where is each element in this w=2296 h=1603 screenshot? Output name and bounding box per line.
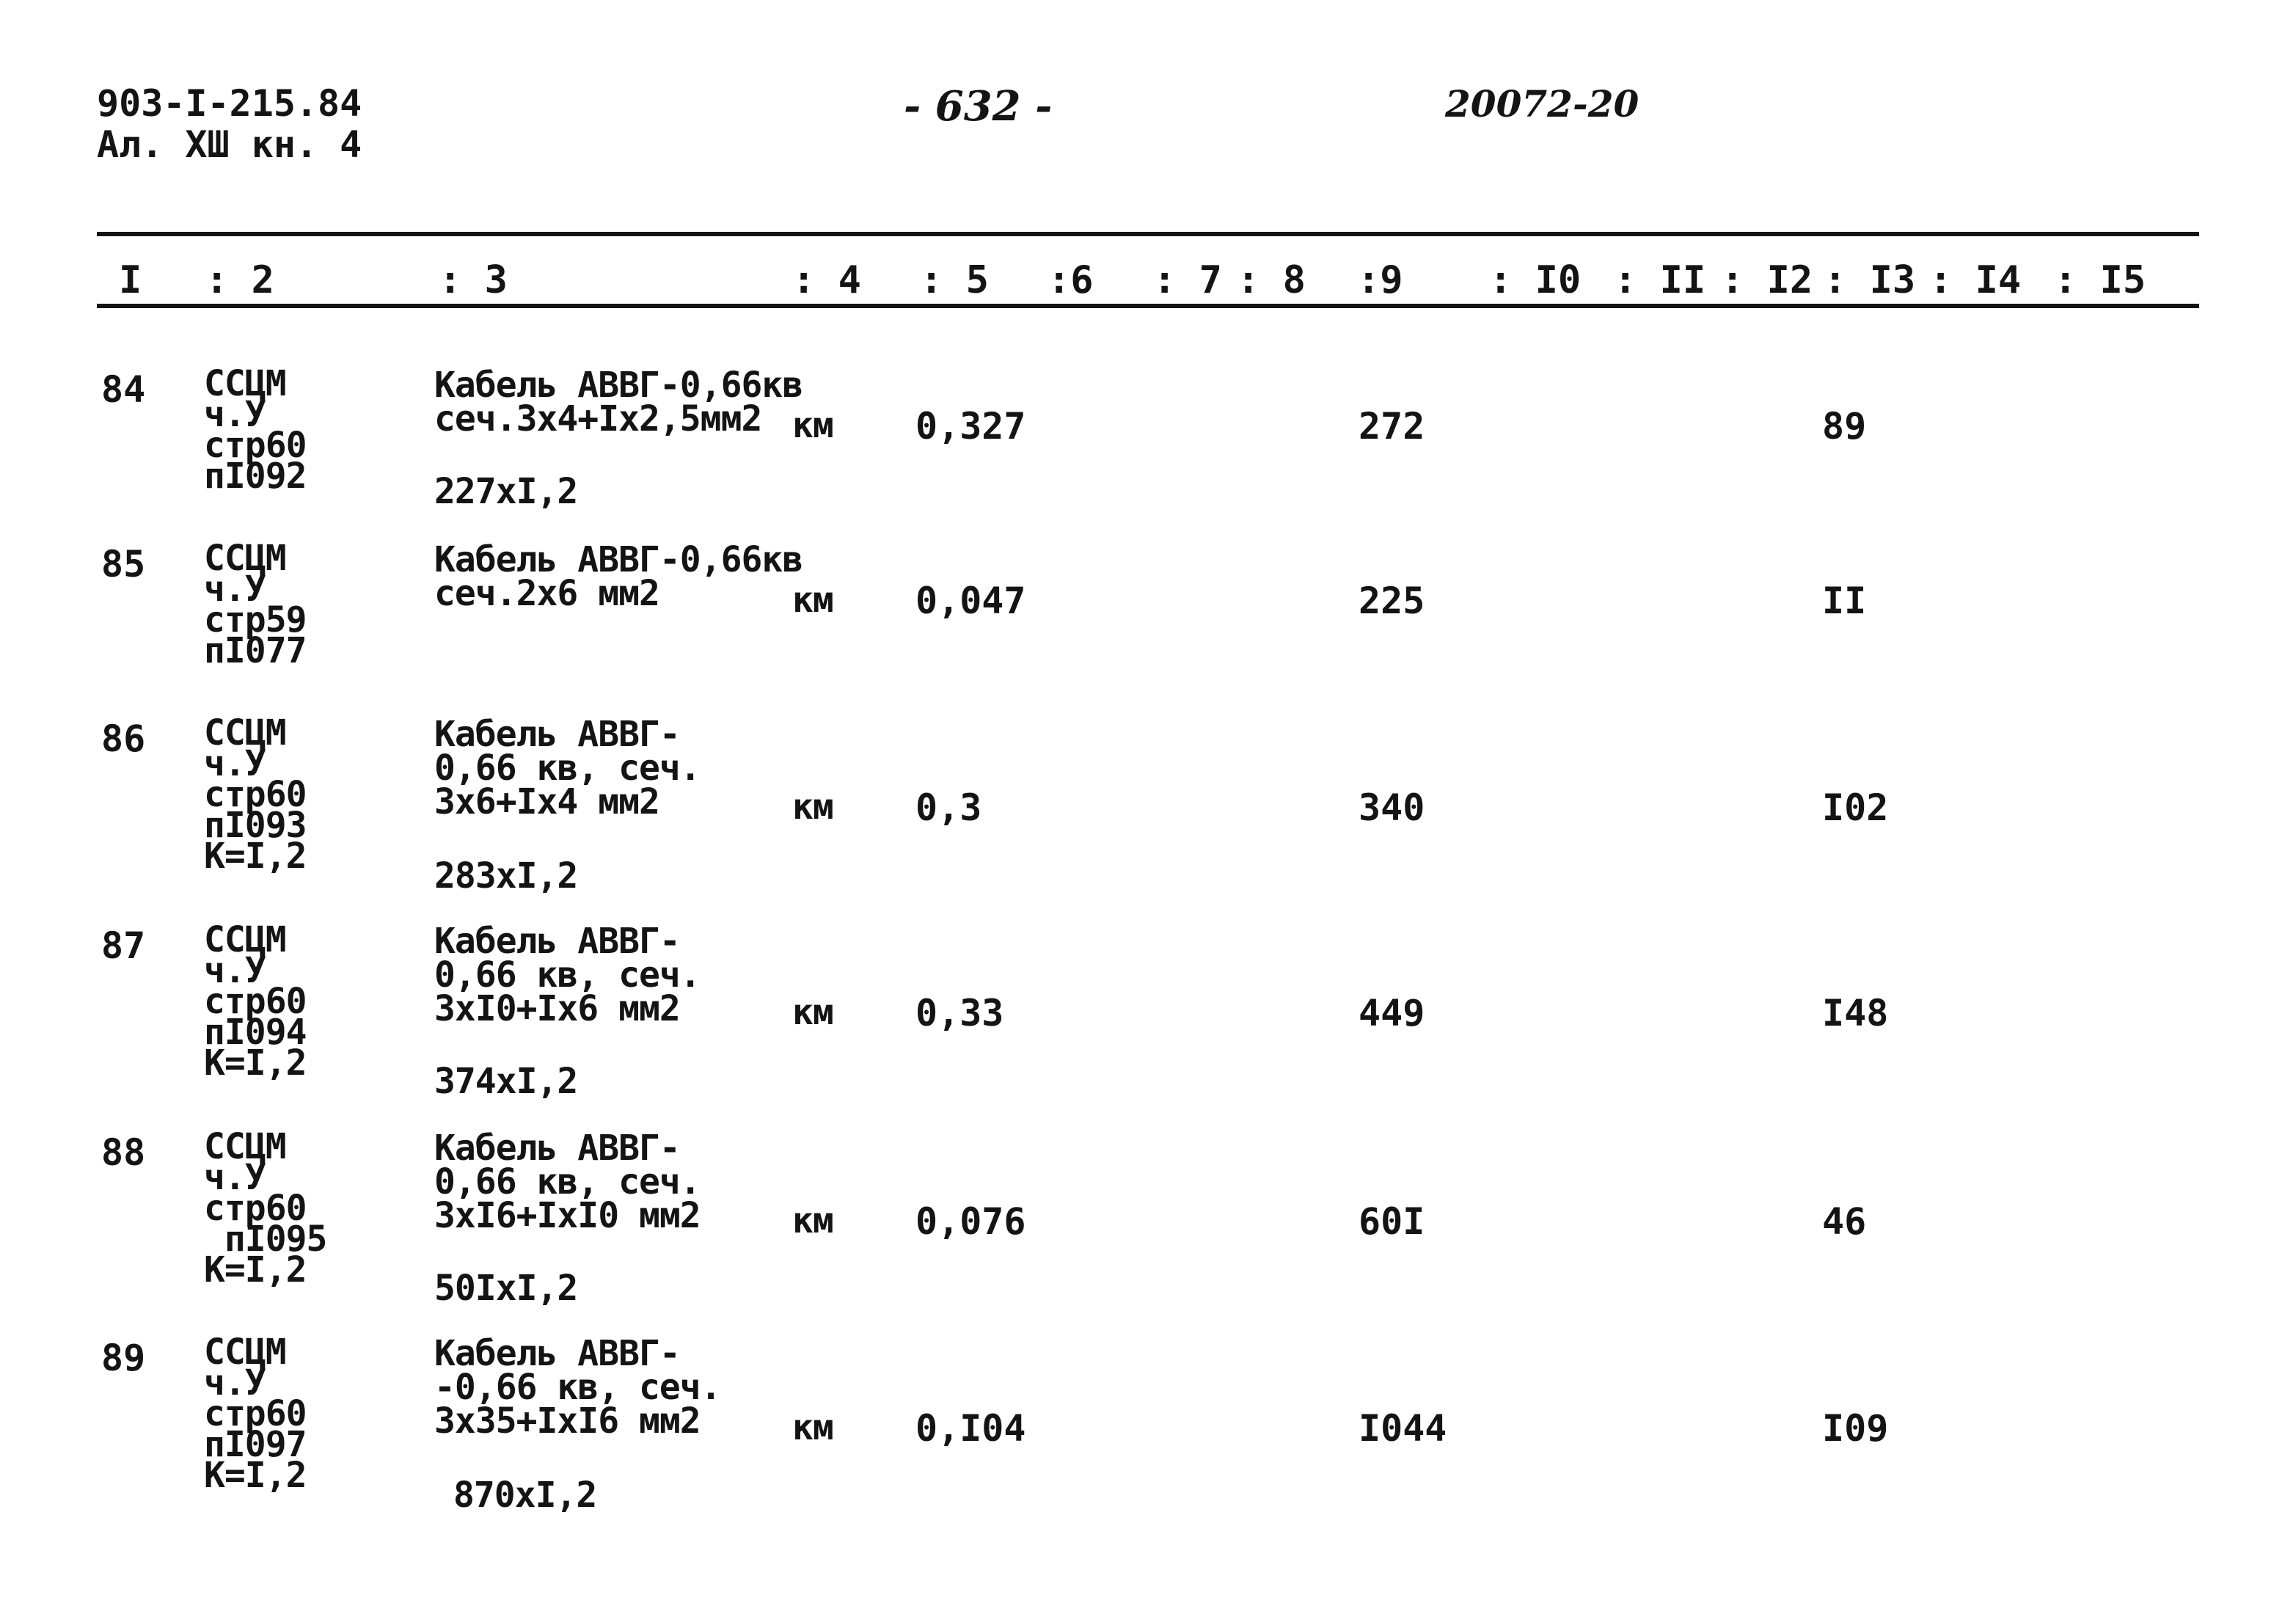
item-name: Кабель АВВГ-0,66кв сеч.3х4+Iх2,5мм2 <box>434 365 803 439</box>
unit: км <box>792 992 833 1033</box>
unit-price: 60I <box>1359 1200 1425 1243</box>
source-ref: ССЦМ ч.У стр59 пI077 <box>204 538 307 671</box>
col-header-13: : I3 <box>1824 258 1916 302</box>
header-bottom-rule <box>97 304 2199 308</box>
col-header-9: :9 <box>1357 258 1403 302</box>
item-name: Кабель АВВГ- -0,66 кв, сеч. 3х35+IхI6 мм2 <box>434 1333 721 1442</box>
source-ref: ССЦМ ч.У стр60 пI093 К=I,2 <box>204 712 307 877</box>
unit: км <box>792 580 833 621</box>
unit-price: 449 <box>1359 992 1425 1034</box>
unit: км <box>792 405 833 446</box>
col-header-15: : I5 <box>2054 258 2146 302</box>
calc-note: 50IхI,2 <box>434 1268 578 1309</box>
total: I09 <box>1822 1407 1889 1450</box>
col-header-14: : I4 <box>1929 258 2022 302</box>
row-number: 85 <box>101 543 146 585</box>
row-number: 84 <box>101 368 146 411</box>
total: II <box>1822 580 1867 622</box>
doc-code <box>97 82 362 125</box>
quantity: 0,I04 <box>915 1407 1026 1450</box>
total: I02 <box>1822 786 1889 829</box>
page-number: - 632 - <box>904 82 1053 131</box>
unit-price: 225 <box>1359 580 1425 622</box>
reference-number: 20072-20 <box>1445 82 1639 125</box>
calc-note: 374хI,2 <box>434 1061 578 1102</box>
col-header-2: : 2 <box>205 258 274 302</box>
quantity: 0,327 <box>915 405 1026 448</box>
source-ref: ССЦМ ч.У стр60 пI094 К=I,2 <box>204 919 307 1084</box>
item-name: Кабель АВВГ- 0,66 кв, сеч. 3х6+Iх4 мм2 <box>434 714 701 822</box>
calc-note: 283хI,2 <box>434 855 578 897</box>
item-name: Кабель АВВГ- 0,66 кв, сеч. 3хI0+Iх6 мм2 <box>434 921 701 1029</box>
calc-note: 227хI,2 <box>434 471 578 512</box>
item-name: Кабель АВВГ- 0,66 кв, сеч. 3хI6+IхI0 мм2 <box>434 1128 701 1236</box>
unit: км <box>792 1200 833 1241</box>
unit-price: 340 <box>1359 786 1425 829</box>
col-header-4: : 4 <box>792 258 861 302</box>
quantity: 0,33 <box>915 992 1004 1034</box>
row-number: 88 <box>101 1131 146 1174</box>
row-number: 86 <box>101 717 146 760</box>
source-ref: ССЦМ ч.У стр60 пI092 <box>204 363 307 497</box>
unit: км <box>792 786 833 828</box>
unit-price: I044 <box>1359 1407 1447 1450</box>
source-ref: ССЦМ ч.У стр60 пI097 К=I,2 <box>204 1332 307 1496</box>
col-header-1: I <box>119 258 142 302</box>
row-number: 87 <box>101 924 146 967</box>
unit-price: 272 <box>1359 405 1425 448</box>
calc-note: 870хI,2 <box>453 1475 597 1516</box>
source-ref: ССЦМ ч.У стр60 пI095 К=I,2 <box>204 1126 327 1290</box>
col-header-7: : 7 <box>1153 258 1222 302</box>
col-header-5: : 5 <box>920 258 989 302</box>
total: 89 <box>1822 405 1867 448</box>
unit: км <box>792 1407 833 1448</box>
col-header-6: :6 <box>1048 258 1094 302</box>
col-header-8: : 8 <box>1237 258 1306 302</box>
total: I48 <box>1822 992 1889 1034</box>
col-header-3: : 3 <box>439 258 508 302</box>
row-number: 89 <box>101 1337 146 1379</box>
quantity: 0,3 <box>915 786 982 829</box>
album-label: Ал. ХШ кн. 4 <box>97 123 362 166</box>
quantity: 0,047 <box>915 580 1026 622</box>
top-rule <box>97 232 2199 236</box>
total: 46 <box>1822 1200 1867 1243</box>
item-name: Кабель АВВГ-0,66кв сеч.2х6 мм2 <box>434 539 803 614</box>
col-header-12: : I2 <box>1721 258 1813 302</box>
doc-code-text: 903-I-215.84 <box>97 82 362 125</box>
quantity: 0,076 <box>915 1200 1026 1243</box>
col-header-10: : I0 <box>1489 258 1582 302</box>
col-header-11: : II <box>1614 258 1706 302</box>
